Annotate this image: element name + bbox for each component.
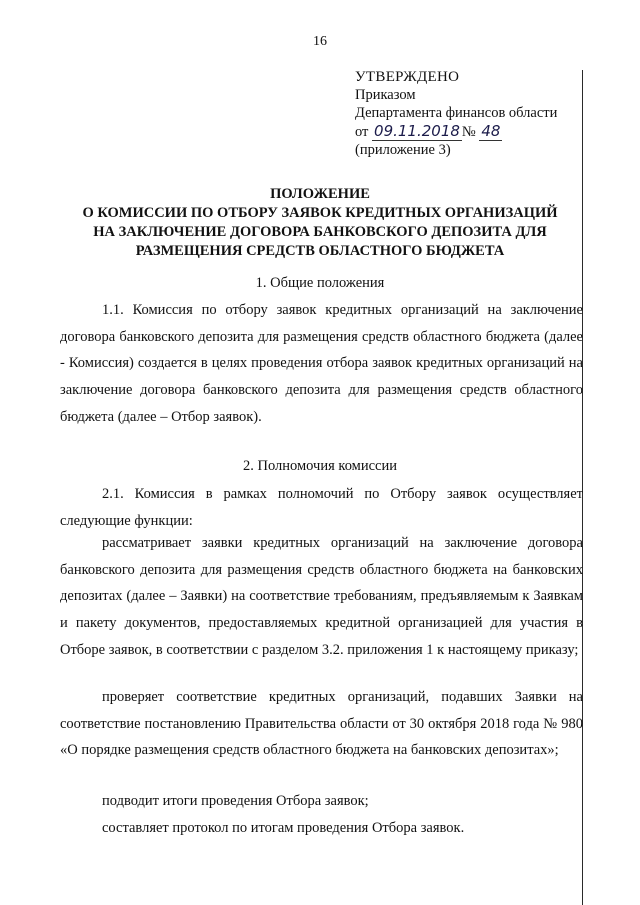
from-label: от — [355, 124, 369, 140]
paragraph-2-b: проверяет соответствие кредитных организаций, подавших Заявки на соответствие постановлению Правительства области от 30 октября 2018 года № 980 «О порядке размещения средств областного бюджета на банковских депозитах»; — [60, 689, 583, 759]
appendix-note: (приложение 3) — [355, 142, 451, 158]
approval-line-1: Приказом — [355, 87, 416, 103]
title-line-2: О КОМИССИИ ПО ОТБОРУ ЗАЯВОК КРЕДИТНЫХ ОРГАНИЗАЦИЙ — [82, 205, 558, 221]
approval-stamp: УТВЕРЖДЕНО — [355, 69, 460, 85]
approval-date-row — [355, 122, 585, 141]
section-2-heading: 2. Полномочия комиссии — [242, 458, 397, 474]
page-number: 16 — [313, 34, 327, 49]
handwritten-date: 09.11.2018 — [374, 122, 460, 140]
approval-line-2: Департамента финансов области — [355, 105, 558, 121]
title-line-1: ПОЛОЖЕНИЕ — [270, 186, 370, 202]
handwritten-number: 48 — [481, 122, 501, 140]
section-1-heading: 1. Общие положения — [255, 275, 385, 291]
paragraph-2-c: подводит итоги проведения Отбора заявок; — [102, 793, 369, 809]
paragraph-2-1: 2.1. Комиссия в рамках полномочий по Отбору заявок осуществляет следующие функции: — [60, 486, 583, 529]
paragraph-2-d: составляет протокол по итогам проведения Отбора заявок. — [102, 820, 465, 836]
number-label: № — [461, 124, 476, 140]
document-title — [60, 185, 580, 261]
title-line-4: РАЗМЕЩЕНИЯ СРЕДСТВ ОБЛАСТНОГО БЮДЖЕТА — [135, 243, 505, 259]
paragraph-1-1: 1.1. Комиссия по отбору заявок кредитных организаций на заключение договора банковского депозита для размещения средств областного бюджета (далее - Комиссия) создается в целях проведения отбора заявок кредитных организаций на заключение договора банковского депозита для размещения средств областного бюджета (далее – Отбор заявок). — [60, 302, 583, 425]
approval-block — [355, 68, 585, 159]
title-line-3: НА ЗАКЛЮЧЕНИЕ ДОГОВОРА БАНКОВСКОГО ДЕПОЗИТА ДЛЯ — [93, 224, 547, 240]
paragraph-2-a: рассматривает заявки кредитных организаций на заключение договора банковского депозита для размещения средств областного бюджета на банковских депозитах (далее – Заявки) на соответствие требованиям, предъявляемым к Заявкам и пакету документов, предоставляемых кредитной организацией для участия в Отборе заявок, в соответствии с разделом 3.2. приложения 1 к настоящему приказу; — [60, 535, 583, 658]
